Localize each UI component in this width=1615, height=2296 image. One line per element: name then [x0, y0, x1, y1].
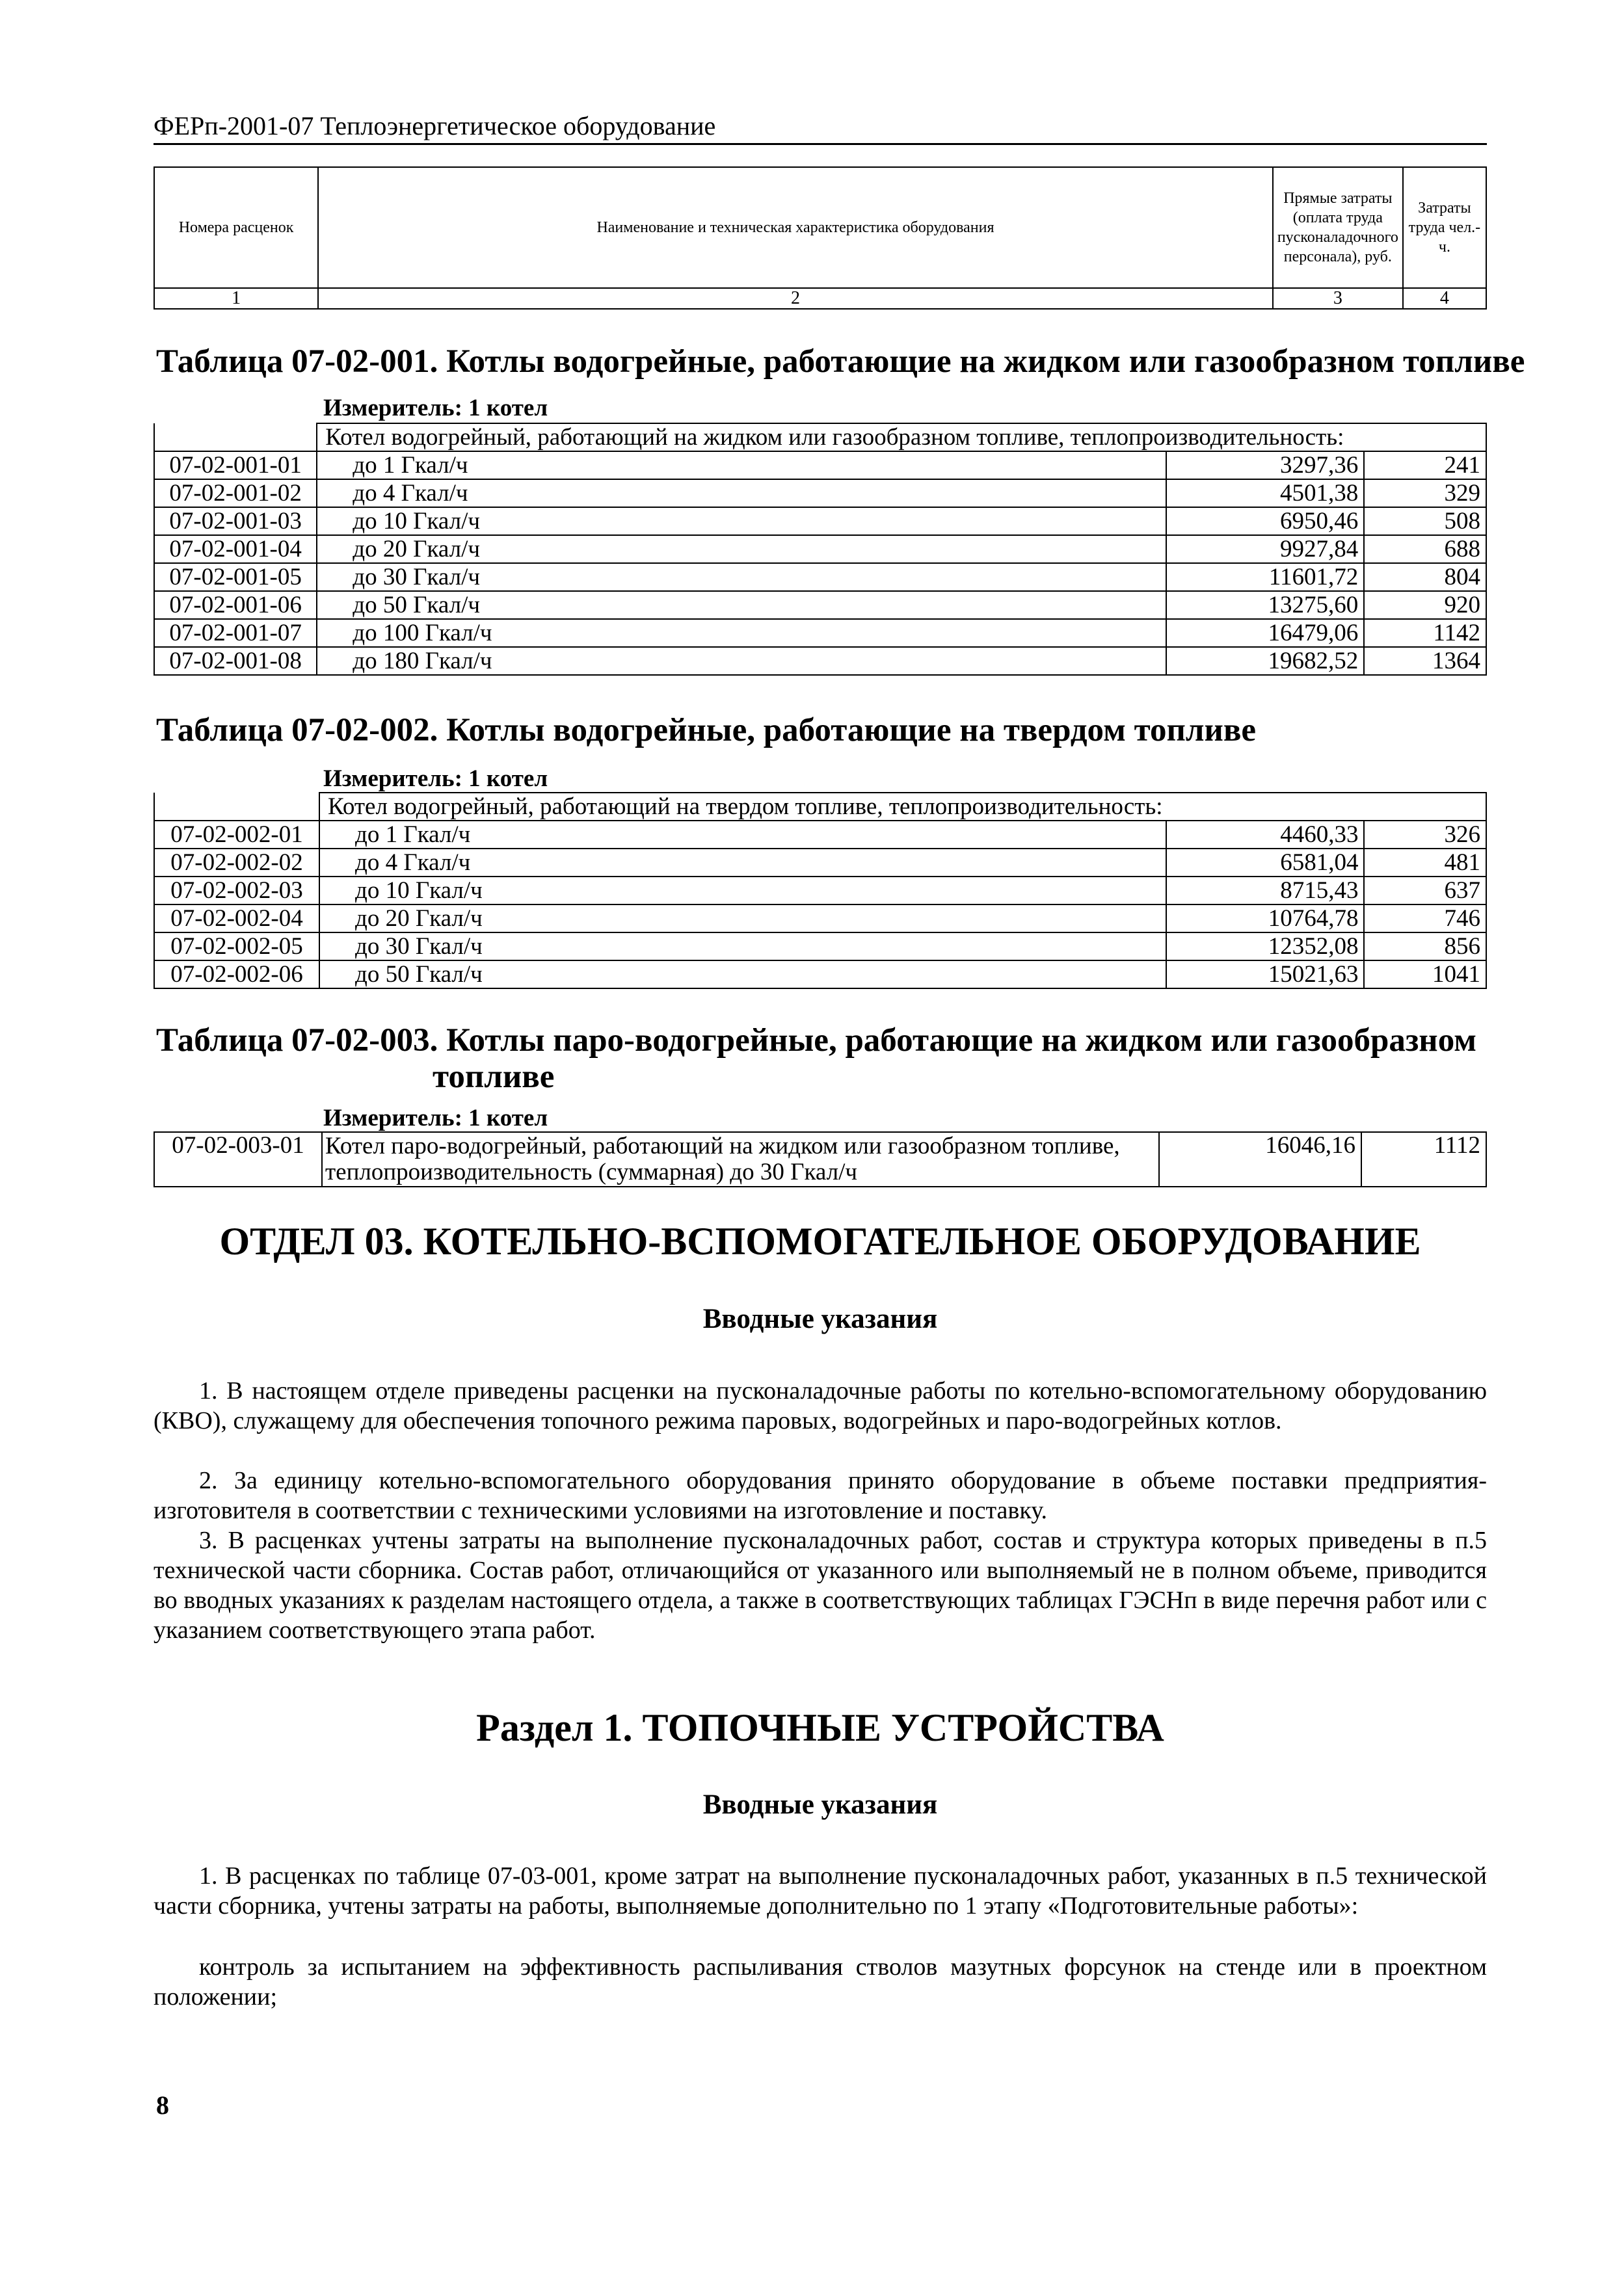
direct-cost: 11601,72: [1166, 563, 1364, 591]
rate-code: 07-02-001-01: [154, 451, 317, 479]
direct-cost: 15021,63: [1166, 960, 1364, 988]
table-row: [154, 932, 1486, 960]
item-name: до 30 Гкал/ч: [319, 932, 1166, 960]
item-name: до 30 Гкал/ч: [317, 563, 1166, 591]
direct-cost: 4460,33: [1166, 821, 1364, 849]
section-intro-heading: Вводные указания: [702, 1304, 938, 1334]
table-row: [154, 849, 1486, 877]
labor-hours: 1142: [1364, 619, 1486, 647]
table-row: [154, 904, 1486, 932]
table1-title: Таблица 07-02-001. Котлы водогрейные, работающие на жидком или газообразном топливе: [156, 343, 1525, 380]
section-paragraph-2: 2. За единицу котельно-вспомогательного оборудования принято оборудование в объеме поставки предприятия-изготовителя в соответствии с техническими условиями на изготовление и поставку.: [153, 1467, 1487, 1524]
direct-cost: 3297,36: [1166, 451, 1364, 479]
rate-code: 07-02-001-05: [154, 563, 317, 591]
rate-code: 07-02-001-02: [154, 479, 317, 507]
table-row: [154, 479, 1486, 507]
table-row: [154, 423, 1486, 451]
table-row: [154, 960, 1486, 988]
col-header-cost: Прямые затраты (оплата труда пусконаладочного персонала), руб.: [1273, 167, 1403, 288]
table3-title-line2: топливе: [433, 1059, 555, 1095]
direct-cost: 6581,04: [1166, 849, 1364, 877]
labor-hours: 481: [1364, 849, 1486, 877]
page-number: 8: [156, 2091, 169, 2120]
direct-cost: 16046,16: [1159, 1132, 1361, 1187]
rate-code: 07-02-002-05: [154, 932, 319, 960]
item-name: до 1 Гкал/ч: [319, 821, 1166, 849]
table-row: [154, 877, 1486, 904]
rate-code: 07-02-001-06: [154, 591, 317, 619]
labor-hours: 746: [1364, 904, 1486, 932]
direct-cost: 10764,78: [1166, 904, 1364, 932]
part-intro-heading: Вводные указания: [702, 1789, 938, 1820]
section-title: ОТДЕЛ 03. КОТЕЛЬНО-ВСПОМОГАТЕЛЬНОЕ ОБОРУДОВАНИЕ: [219, 1220, 1421, 1263]
table-row: [154, 1132, 1486, 1187]
direct-cost: 9927,84: [1166, 535, 1364, 563]
table3-unit: Измеритель: 1 котел: [323, 1105, 548, 1131]
item-name: до 50 Гкал/ч: [317, 591, 1166, 619]
part-paragraph-2: контроль за испытанием на эффективность распыливания стволов мазутных форсунок на стенде или в проектном положении;: [153, 1953, 1487, 2011]
table-cell-empty: [154, 793, 319, 821]
table3-title: [156, 1022, 1476, 1095]
table2-unit: Измеритель: 1 котел: [323, 765, 548, 792]
item-name: до 100 Гкал/ч: [317, 619, 1166, 647]
page-header: ФЕРп-2001-07 Теплоэнергетическое оборудование: [153, 112, 1487, 145]
item-name-line1: Котел паро-водогрейный, работающий на жидком или газообразном топливе,: [325, 1133, 1120, 1159]
rate-code: 07-02-001-07: [154, 619, 317, 647]
direct-cost: 16479,06: [1166, 619, 1364, 647]
labor-hours: 326: [1364, 821, 1486, 849]
col-number-3: 3: [1273, 288, 1403, 309]
labor-hours: 1364: [1364, 647, 1486, 675]
direct-cost: 4501,38: [1166, 479, 1364, 507]
item-name: [322, 1132, 1159, 1187]
item-name: до 1 Гкал/ч: [317, 451, 1166, 479]
section-paragraph-3: 3. В расценках учтены затраты на выполнение пусконаладочных работ, состав и структура которых приведены в п.5 технической части сборника. Состав работ, отличающийся от указанного или выполняемый не в полном объеме, приводится во вводных указаниях к разделам настоящего отдела, а также в соответствующих таблицах ГЭСНп в виде перечня работ или с указанием соответствующего этапа работ.: [153, 1527, 1487, 1644]
rate-code: 07-02-001-08: [154, 647, 317, 675]
table-row: [154, 507, 1486, 535]
rate-code: 07-02-002-04: [154, 904, 319, 932]
table-row: [154, 563, 1486, 591]
labor-hours: 508: [1364, 507, 1486, 535]
labor-hours: 637: [1364, 877, 1486, 904]
item-name: до 20 Гкал/ч: [319, 904, 1166, 932]
item-name: до 4 Гкал/ч: [319, 849, 1166, 877]
item-name: до 4 Гкал/ч: [317, 479, 1166, 507]
col-header-name: Наименование и техническая характеристика оборудования: [318, 167, 1273, 288]
table-row: [154, 535, 1486, 563]
part-title: Раздел 1. ТОПОЧНЫЕ УСТРОЙСТВА: [476, 1706, 1164, 1749]
part-paragraph-1: 1. В расценках по таблице 07-03-001, кроме затрат на выполнение пусконаладочных работ, указанных в п.5 технической части сборника, учтены затраты на работы, выполняемые дополнительно по 1 этапу «Подготовительные работы»:: [153, 1862, 1487, 1920]
col-number-2: 2: [318, 288, 1273, 309]
rate-code: 07-02-003-01: [154, 1132, 322, 1187]
col-header-labor: Затраты труда чел.-ч.: [1403, 167, 1486, 288]
rate-code: 07-02-001-03: [154, 507, 317, 535]
labor-hours: 856: [1364, 932, 1486, 960]
rate-code: 07-02-002-02: [154, 849, 319, 877]
item-name: до 50 Гкал/ч: [319, 960, 1166, 988]
item-name-line2: теплопроизводительность (суммарная) до 30 Гкал/ч: [325, 1159, 858, 1185]
rate-code: 07-02-002-03: [154, 877, 319, 904]
table1: [153, 423, 1487, 676]
rate-code: 07-02-002-01: [154, 821, 319, 849]
table1-group-label: Котел водогрейный, работающий на жидком или газообразном топливе, теплопроизводительность:: [317, 423, 1486, 451]
labor-hours: 1041: [1364, 960, 1486, 988]
rate-code: 07-02-001-04: [154, 535, 317, 563]
section-paragraph-1: 1. В настоящем отделе приведены расценки на пусконаладочные работы по котельно-вспомогательному оборудованию (КВО), служащему для обеспечения топочного режима паровых, водогрейных и паро-водогрейных котлов.: [153, 1377, 1487, 1434]
table-row: [154, 591, 1486, 619]
direct-cost: 13275,60: [1166, 591, 1364, 619]
labor-hours: 688: [1364, 535, 1486, 563]
direct-cost: 8715,43: [1166, 877, 1364, 904]
labor-hours: 329: [1364, 479, 1486, 507]
table3-title-line1: Таблица 07-02-003. Котлы паро-водогрейные, работающие на жидком или газообразном: [156, 1022, 1476, 1059]
col-header-codes: Номера расценок: [154, 167, 318, 288]
table3: [153, 1131, 1487, 1187]
table-row: [154, 821, 1486, 849]
item-name: до 10 Гкал/ч: [317, 507, 1166, 535]
labor-hours: 241: [1364, 451, 1486, 479]
table2-title: Таблица 07-02-002. Котлы водогрейные, работающие на твердом топливе: [156, 712, 1257, 748]
table-row: [154, 793, 1486, 821]
direct-cost: 6950,46: [1166, 507, 1364, 535]
column-header-table: [153, 166, 1487, 310]
item-name: до 10 Гкал/ч: [319, 877, 1166, 904]
col-number-4: 4: [1403, 288, 1486, 309]
table-row: [154, 647, 1486, 675]
item-name: до 20 Гкал/ч: [317, 535, 1166, 563]
table-row: [154, 619, 1486, 647]
labor-hours: 920: [1364, 591, 1486, 619]
direct-cost: 19682,52: [1166, 647, 1364, 675]
table-row: [154, 451, 1486, 479]
col-number-1: 1: [154, 288, 318, 309]
table2: [153, 792, 1487, 989]
labor-hours: 804: [1364, 563, 1486, 591]
table1-unit: Измеритель: 1 котел: [323, 395, 548, 421]
labor-hours: 1112: [1361, 1132, 1486, 1187]
table2-group-label: Котел водогрейный, работающий на твердом топливе, теплопроизводительность:: [319, 793, 1486, 821]
item-name: до 180 Гкал/ч: [317, 647, 1166, 675]
rate-code: 07-02-002-06: [154, 960, 319, 988]
table-cell-empty: [154, 423, 317, 451]
direct-cost: 12352,08: [1166, 932, 1364, 960]
